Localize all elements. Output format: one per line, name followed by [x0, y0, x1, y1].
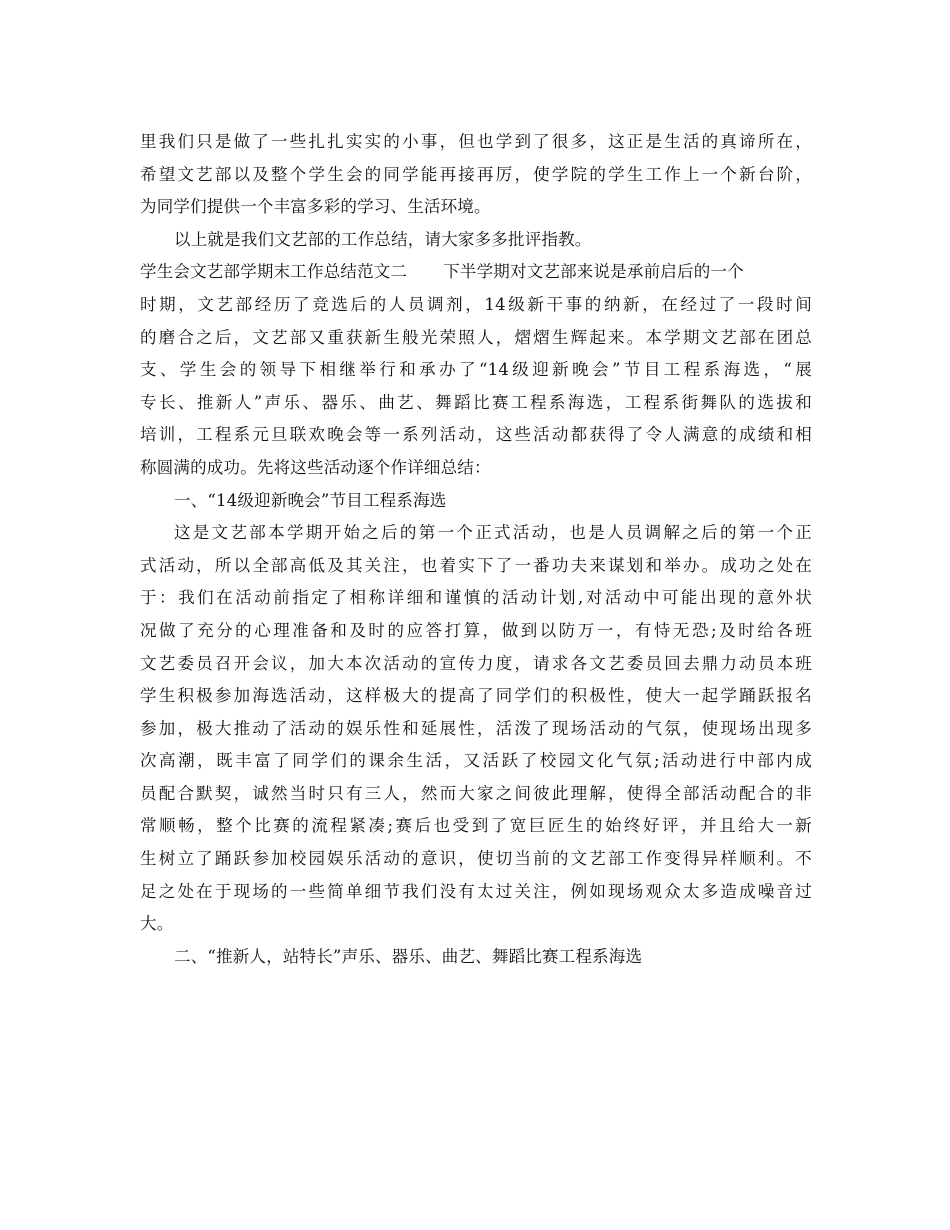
text-line: 学生积极参加海选活动，这样极大的提高了同学们的积极性，使大一起学踊跃报名: [140, 686, 812, 706]
heading-line-rest: 下半学期对文艺部来说是承前启后的一个: [443, 262, 744, 282]
paragraph-4: [140, 485, 812, 518]
text-line: 为同学们提供一个丰富多彩的学习、生活环境。: [140, 197, 491, 217]
document-body: [140, 126, 812, 973]
text-line: 里我们只是做了一些扎扎实实的小事，但也学到了很多，这正是生活的真谛所在，: [140, 132, 812, 151]
section-heading: 学生会文艺部学期末工作总结范文二: [140, 262, 408, 282]
text-line: 于：我们在活动前指定了相称详细和谨慎的活动计划,对活动中可能出现的意外状: [140, 588, 812, 608]
text-line: [140, 256, 812, 289]
text-line: 参加，极大推动了活动的娱乐性和延展性，活泼了现场活动的气氛，使现场出现多: [140, 718, 812, 738]
text-line: 况做了充分的心理准备和及时的应答打算，做到以防万一，有恃无恐;及时给各班: [140, 620, 812, 640]
text-line: 称圆满的成功。先将这些活动逐个作详细总结：: [140, 457, 491, 477]
text-line: 常顺畅，整个比赛的流程紧凑;赛后也受到了宽巨匠生的始终好评，并且给大一新: [140, 816, 812, 836]
text-line: 生树立了踊跃参加校园娱乐活动的意识，使切当前的文艺部工作变得异样顺利。不: [140, 849, 812, 869]
subheading-1: 一、“14级迎新晚会”节目工程系海选: [174, 490, 447, 510]
text-line: 次高潮，既丰富了同学们的课余生活，又活跃了校园文化气氛;活动进行中部内成: [140, 751, 812, 771]
text-line: 支、学生会的领导下相继举行和承办了“14级迎新晚会”节目工程系海选，“展: [140, 360, 812, 380]
text-line: 时期，文艺部经历了竞选后的人员调剂，14级新干事的纳新，在经过了一段时间: [140, 294, 812, 314]
paragraph-5: [140, 517, 812, 941]
text-line: 这是文艺部本学期开始之后的第一个正式活动，也是人员调解之后的第一个正: [174, 523, 812, 543]
paragraph-6: [140, 941, 812, 974]
text-line: 的磨合之后，文艺部又重获新生般光荣照人，熠熠生辉起来。本学期文艺部在团总: [140, 327, 812, 347]
paragraph-1: [140, 126, 812, 224]
text-line: 以上就是我们文艺部的工作总结，请大家多多批评指教。: [174, 229, 592, 249]
text-line: 式活动，所以全部高低及其关注，也着实下了一番功夫来谋划和举办。成功之处在: [140, 555, 812, 575]
text-line: 专长、推新人”声乐、器乐、曲艺、舞蹈比赛工程系海选，工程系街舞队的选拔和: [140, 392, 812, 412]
text-line: 足之处在于现场的一些简单细节我们没有太过关注，例如现场观众太多造成噪音过: [140, 881, 812, 901]
subheading-2: 二、“推新人，站特长”声乐、器乐、曲艺、舞蹈比赛工程系海选: [174, 946, 643, 966]
text-line: 文艺委员召开会议，加大本次活动的宣传力度，请求各文艺委员回去鼎力动员本班: [140, 653, 812, 673]
paragraph-2: [140, 224, 812, 257]
text-line: 希望文艺部以及整个学生会的同学能再接再厉，使学院的学生工作上一个新台阶，: [140, 164, 812, 184]
text-line: 培训，工程系元旦联欢晚会等一系列活动，这些活动都获得了令人满意的成绩和相: [140, 425, 812, 445]
paragraph-3: [140, 256, 812, 484]
text-line: 员配合默契，诚然当时只有三人，然而大家之间彼此理解，使得全部活动配合的非: [140, 783, 812, 803]
text-line: 大。: [140, 914, 174, 934]
